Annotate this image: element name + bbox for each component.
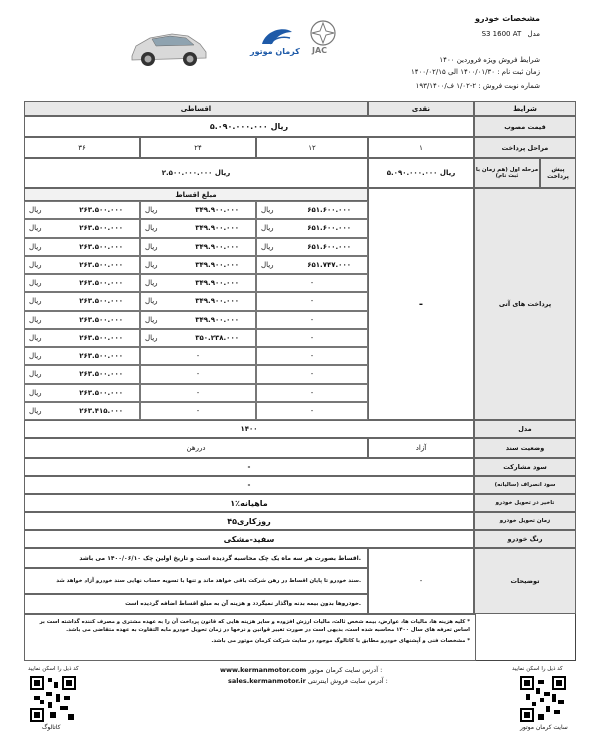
- currency-label: ریال: [29, 260, 42, 269]
- installment-value: ۲۶۳.۵۰۰.۰۰۰: [79, 315, 123, 324]
- empty-dash: -: [196, 388, 200, 397]
- inst-12-row-10: [256, 365, 368, 383]
- inst-24-row-1: [140, 201, 256, 219]
- notes-cash: -: [368, 548, 474, 614]
- empty-dash: -: [196, 352, 200, 361]
- installment-value: ۳۴۹.۹۰۰.۰۰۰: [195, 242, 239, 251]
- installment-value: ۳۴۹.۹۰۰.۰۰۰: [195, 315, 239, 324]
- inst-36-row-7: [24, 311, 140, 329]
- note-2: سند خودرو تا پایان اقساط در رهن شرکت باقی خواهد ماند و تنها با تسویه حساب نهایی سند خودرو آزاد خواهد شد.: [24, 568, 368, 594]
- currency-label: ریال: [29, 406, 42, 415]
- inst-12-row-8: [256, 329, 368, 347]
- inst-24-row-9: [140, 347, 256, 365]
- installment-value: ۶۵۱.۶۰۰.۰۰۰: [307, 242, 351, 251]
- currency-label: ریال: [145, 206, 158, 215]
- currency-label: ریال: [145, 224, 158, 233]
- empty-dash: -: [196, 406, 200, 415]
- website-label: آدرس سایت کرمان موتور :: [308, 666, 383, 674]
- inst-24-row-7: [140, 311, 256, 329]
- installment-value: ۳۴۹.۹۰۰.۰۰۰: [195, 206, 239, 215]
- currency-label: ریال: [145, 297, 158, 306]
- inst-24-row-11: [140, 384, 256, 402]
- currency-label: ریال: [261, 224, 274, 233]
- notes-label: توضیحات: [474, 548, 576, 614]
- currency-label: ریال: [29, 279, 42, 288]
- right-qr-caption-top: کد ذیل را اسکن نمایید: [512, 666, 563, 672]
- inst-24-row-5: [140, 274, 256, 292]
- color-label: رنگ خودرو: [474, 530, 576, 548]
- empty-dash: -: [310, 406, 314, 415]
- doc-status-cash: آزاد: [368, 438, 474, 458]
- doc-status-installment: دررهن: [24, 438, 368, 458]
- currency-label: ریال: [29, 297, 42, 306]
- installment-value: ۲۶۳.۵۰۰.۰۰۰: [79, 206, 123, 215]
- website-link[interactable]: www.kermanmotor.com: [220, 666, 307, 674]
- installment-value: ۳۵۰.۲۳۸.۰۰۰: [195, 333, 239, 342]
- currency-label: ریال: [145, 260, 158, 269]
- spec-title: مشخصات خودرو: [474, 14, 540, 23]
- inst-12-row-1: [256, 201, 368, 219]
- color-value: سفید-مشکی: [24, 530, 474, 548]
- currency-label: ریال: [29, 370, 42, 379]
- website-row: [220, 666, 382, 674]
- installment-value: ۲۶۳.۴۱۵.۰۰۰: [79, 406, 123, 415]
- empty-dash: -: [310, 333, 314, 342]
- left-qr-code: [30, 676, 76, 726]
- inst-12-row-9: [256, 347, 368, 365]
- installment-value: ۲۶۳.۵۰۰.۰۰۰: [79, 260, 123, 269]
- prepay-cash: ۵.۰۹۰.۰۰۰.۰۰۰ ریال: [368, 158, 474, 188]
- currency-label: ریال: [261, 242, 274, 251]
- installment-amount-label: مبلغ اقساط: [24, 188, 368, 201]
- delay-label: تاخیر در تحویل خودرو: [474, 494, 576, 512]
- model-year: ۱۴۰۰: [24, 420, 474, 438]
- footnote-1: * کلیه هزینه ها، مالیات ها، عوارض، بیمه شخص ثالث، مالیات ارزش افزوده و سایر هزینه هایی که قانون پرداخت آن را به عهده مشتری و مصرف کننده گذاشته است بر اساس تعرفه های سال ۱۴۰۰ محاسبه شده است، بدیهی است در صورت تغییر قوانین و نرخها در زمان تحویل خودرو مابه التفاوت به عهده متقاضی می باشد.: [39, 619, 470, 633]
- col-conditions: شرایط: [474, 101, 576, 116]
- brand-en: JAC: [312, 46, 328, 55]
- inst-36-row-5: [24, 274, 140, 292]
- discount-value: -: [24, 476, 474, 494]
- note-1: اقساط بصورت هر سه ماه یک چک محاسبه گردیده است و تاریخ اولین چک ۱۴۰۰/۰۶/۱۰ می باشد.: [24, 548, 368, 568]
- footnote-2: * مشخصات فنی و آپشنهای خودرو مطابق با کاتالوگ موجود در سایت شرکت کرمان موتور می باشد.: [211, 638, 470, 644]
- currency-label: ریال: [29, 388, 42, 397]
- inst-36-row-9: [24, 347, 140, 365]
- currency-label: ریال: [29, 242, 42, 251]
- currency-label: ریال: [145, 315, 158, 324]
- delay-value: ۱٪ماهیانه: [24, 494, 474, 512]
- model-year-label: مدل: [474, 420, 576, 438]
- installment-value: ۶۵۱.۷۴۷.۰۰۰: [307, 260, 351, 269]
- conditions-title: شرایط فروش ویژه فروردین ۱۴۰۰: [439, 56, 540, 64]
- approved-price-label: قیمت مصوب: [474, 116, 576, 137]
- turn-number: شماره نوبت فروش : ۲-۱/۰۲ ف/۱۹۳/۱۴۰۰: [415, 82, 540, 90]
- empty-dash: -: [310, 297, 314, 306]
- inst-24-row-8: [140, 329, 256, 347]
- inst-12-row-5: [256, 274, 368, 292]
- installment-value: ۳۴۹.۹۰۰.۰۰۰: [195, 260, 239, 269]
- empty-dash: -: [310, 279, 314, 288]
- inst-12-row-3: [256, 238, 368, 256]
- currency-label: ریال: [145, 242, 158, 251]
- footnotes-box: [24, 614, 476, 661]
- empty-dash: -: [310, 388, 314, 397]
- sales-row: [228, 677, 388, 685]
- installment-value: ۳۴۹.۹۰۰.۰۰۰: [195, 297, 239, 306]
- delivery-time-label: زمان تحویل خودرو: [474, 512, 576, 530]
- empty-dash: -: [310, 315, 314, 324]
- empty-dash: -: [310, 352, 314, 361]
- inst-36-row-6: [24, 292, 140, 310]
- inst-12-row-4: [256, 256, 368, 274]
- inst-24-row-6: [140, 292, 256, 310]
- right-qr-code: [520, 676, 566, 726]
- participation-value: -: [24, 458, 474, 476]
- installment-value: ۲۶۳.۵۰۰.۰۰۰: [79, 333, 123, 342]
- participation-label: سود مشارکت: [474, 458, 576, 476]
- model-value: S3 1600 AT: [481, 30, 522, 38]
- installment-value: ۶۵۱.۶۰۰.۰۰۰: [307, 224, 351, 233]
- inst-24-row-3: [140, 238, 256, 256]
- future-payments-label: پرداخت های آتی: [474, 188, 576, 420]
- doc-status-label: وضعیت سند: [474, 438, 576, 458]
- inst-12-row-6: [256, 292, 368, 310]
- inst-12-row-7: [256, 311, 368, 329]
- future-cash-value: -: [368, 188, 474, 420]
- note-3: خودروها بدون بیمه بدنه واگذار نمیگردد و هزینه آن به مبلغ اقساط اضافه گردیده است.: [24, 594, 368, 614]
- inst-24-row-2: [140, 219, 256, 237]
- inst-36-row-2: [24, 219, 140, 237]
- installment-value: ۳۴۹.۹۰۰.۰۰۰: [195, 279, 239, 288]
- stage-1: ۱: [368, 137, 474, 158]
- empty-dash: -: [310, 370, 314, 379]
- installment-value: ۲۶۳.۵۰۰.۰۰۰: [79, 242, 123, 251]
- left-qr-caption-bottom: کاتالوگ: [42, 724, 61, 731]
- car-image: [126, 18, 210, 74]
- inst-36-row-3: [24, 238, 140, 256]
- inst-36-row-4: [24, 256, 140, 274]
- currency-label: ریال: [261, 206, 274, 215]
- inst-36-row-1: [24, 201, 140, 219]
- brand-fa: کرمان موتور: [250, 47, 300, 56]
- stage-24: ۲۴: [140, 137, 256, 158]
- currency-label: ریال: [29, 224, 42, 233]
- discount-label: سود انصراف (سالیانه): [474, 476, 576, 494]
- inst-24-row-10: [140, 365, 256, 383]
- prepay-installment: ۲.۵۰۰.۰۰۰.۰۰۰ ریال: [24, 158, 368, 188]
- sales-link[interactable]: sales.kermanmotor.ir: [228, 677, 306, 685]
- installment-value: ۲۶۳.۵۰۰.۰۰۰: [79, 279, 123, 288]
- inst-24-row-4: [140, 256, 256, 274]
- currency-label: ریال: [261, 260, 274, 269]
- currency-label: ریال: [145, 333, 158, 342]
- installment-value: ۶۵۱.۶۰۰.۰۰۰: [307, 206, 351, 215]
- inst-36-row-10: [24, 365, 140, 383]
- currency-label: ریال: [29, 315, 42, 324]
- model-row: [482, 30, 540, 38]
- inst-24-row-12: [140, 402, 256, 420]
- sales-label: آدرس سایت فروش اینترنتی :: [307, 677, 388, 685]
- approved-price: ۵.۰۹۰.۰۰۰.۰۰۰ ریال: [24, 116, 474, 137]
- col-installment: اقساطی: [24, 101, 368, 116]
- currency-label: ریال: [29, 206, 42, 215]
- inst-36-row-12: [24, 402, 140, 420]
- prepayment-label: پیش پرداخت: [540, 158, 576, 188]
- installment-value: ۲۶۳.۵۰۰.۰۰۰: [79, 352, 123, 361]
- left-qr-caption-top: کد ذیل را اسکن نمایید: [28, 666, 79, 672]
- inst-12-row-12: [256, 402, 368, 420]
- first-stage-label: مرحله اول (هم زمان با ثبت نام): [474, 158, 540, 188]
- installment-value: ۳۴۹.۹۰۰.۰۰۰: [195, 224, 239, 233]
- col-cash: نقدی: [368, 101, 474, 116]
- right-qr-caption-bottom: سایت کرمان موتور: [520, 724, 568, 731]
- installment-value: ۲۶۳.۵۰۰.۰۰۰: [79, 370, 123, 379]
- inst-12-row-11: [256, 384, 368, 402]
- model-label: مدل: [527, 30, 540, 38]
- delivery-time: ۴۵روزکاری: [24, 512, 474, 530]
- registration-time: زمان ثبت نام : ۱۴۰۰/۰۱/۳۰ الی ۱۴۰۰/۰۲/۱۵: [411, 68, 540, 76]
- installment-value: ۲۶۳.۵۰۰.۰۰۰: [79, 224, 123, 233]
- empty-dash: -: [196, 370, 200, 379]
- currency-label: ریال: [145, 279, 158, 288]
- installment-value: ۲۶۳.۵۰۰.۰۰۰: [79, 297, 123, 306]
- stage-36: ۳۶: [24, 137, 140, 158]
- payment-stages-label: مراحل پرداخت: [474, 137, 576, 158]
- inst-12-row-2: [256, 219, 368, 237]
- currency-label: ریال: [29, 333, 42, 342]
- inst-36-row-11: [24, 384, 140, 402]
- currency-label: ریال: [29, 352, 42, 361]
- stage-12: ۱۲: [256, 137, 368, 158]
- inst-36-row-8: [24, 329, 140, 347]
- installment-value: ۲۶۳.۵۰۰.۰۰۰: [79, 388, 123, 397]
